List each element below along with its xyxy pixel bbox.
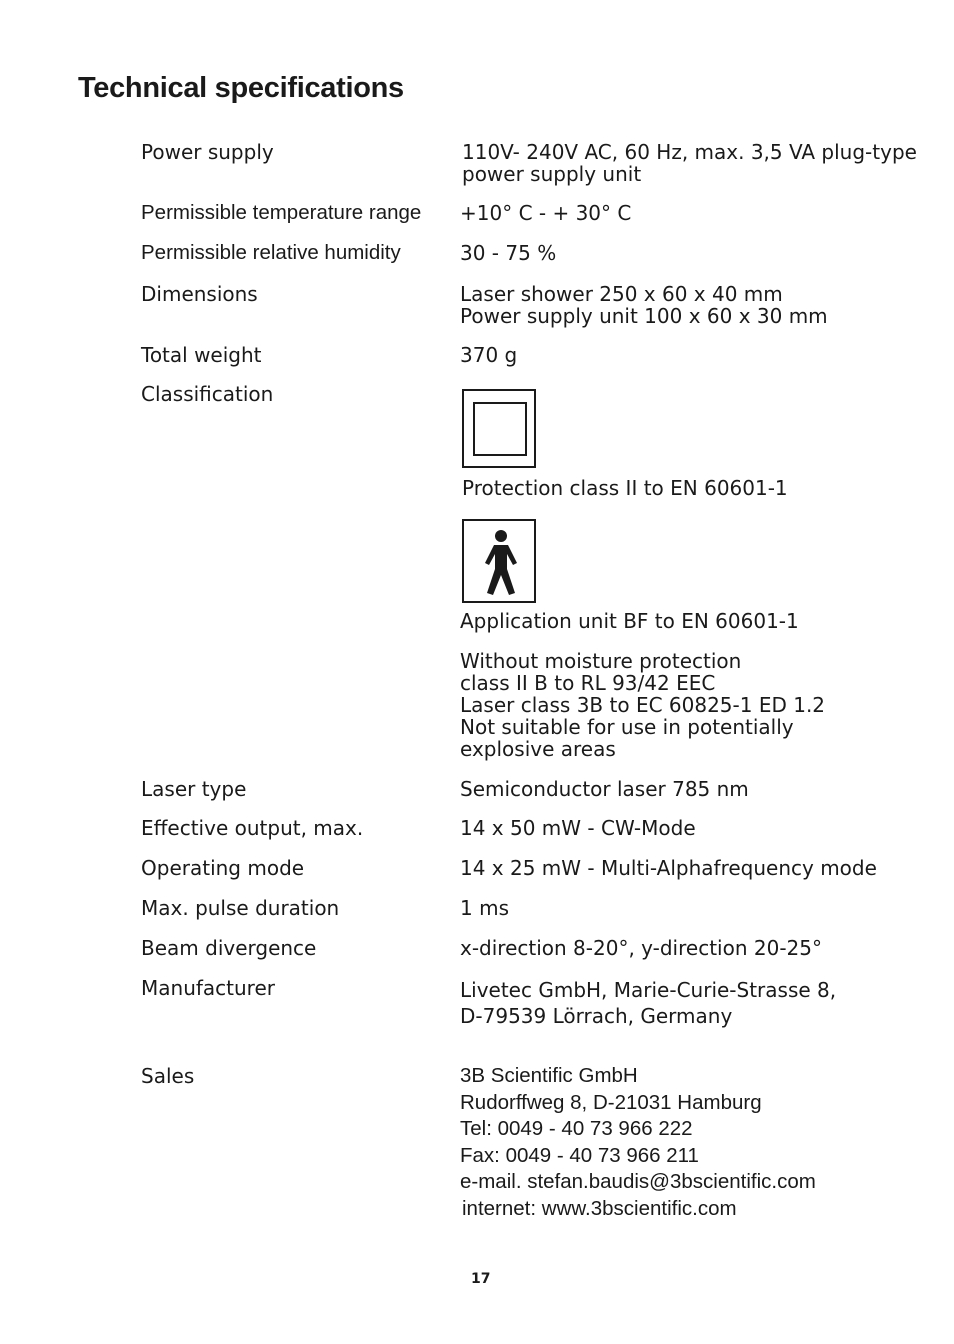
manufacturer-line: D-79539 Lörrach, Germany bbox=[460, 1004, 733, 1028]
classification-note: explosive areas bbox=[460, 737, 616, 761]
pulse-duration-label: Max. pulse duration bbox=[141, 896, 340, 920]
classification-note: Laser class 3B to EC 60825-1 ED 1.2 bbox=[460, 693, 826, 717]
sales-email: e-mail. stefan.baudis@3bscientific.com bbox=[460, 1170, 816, 1194]
dimensions-label: Dimensions bbox=[141, 282, 258, 306]
page-title: Technical specifications bbox=[78, 72, 404, 104]
dimensions-value bbox=[460, 283, 828, 327]
beam-divergence-value: x-direction 8-20°, y-direction 20-25° bbox=[460, 936, 822, 960]
temperature-label: Permissible temperature range bbox=[141, 201, 422, 224]
application-unit-text: Application unit BF to EN 60601-1 bbox=[460, 609, 799, 633]
protection-class-inner-square bbox=[473, 402, 527, 456]
protection-class-ii-icon bbox=[462, 389, 536, 468]
laser-type-label: Laser type bbox=[141, 777, 247, 801]
power-supply-label: Power supply bbox=[141, 140, 274, 164]
classification-note: Without moisture protection bbox=[460, 649, 742, 673]
protection-class-text: Protection class II to EN 60601-1 bbox=[462, 476, 788, 500]
sales-fax: Fax: 0049 - 40 73 966 211 bbox=[460, 1143, 699, 1167]
effective-output-value: 14 x 50 mW - CW-Mode bbox=[460, 816, 696, 840]
power-supply-line: power supply unit bbox=[462, 162, 642, 186]
classification-note: Not suitable for use in potentially bbox=[460, 715, 794, 739]
classification-notes bbox=[460, 650, 825, 760]
dimensions-line: Laser shower 250 x 60 x 40 mm bbox=[460, 282, 783, 306]
sales-address: Rudorffweg 8, D-21031 Hamburg bbox=[460, 1090, 762, 1114]
laser-type-value: Semiconductor laser 785 nm bbox=[460, 777, 749, 801]
page-number: 17 bbox=[471, 1271, 491, 1287]
classification-note: class II B to RL 93/42 EEC bbox=[460, 671, 716, 695]
manufacturer-line: Livetec GmbH, Marie-Curie-Strasse 8, bbox=[460, 978, 837, 1002]
classification-label: Classification bbox=[141, 382, 274, 406]
beam-divergence-label: Beam divergence bbox=[141, 936, 317, 960]
humidity-value: 30 - 75 % bbox=[460, 241, 557, 265]
manufacturer-value bbox=[460, 977, 836, 1029]
dimensions-line: Power supply unit 100 x 60 x 30 mm bbox=[460, 304, 828, 328]
power-supply-value bbox=[462, 141, 917, 185]
sales-value bbox=[460, 1063, 816, 1223]
weight-label: Total weight bbox=[141, 343, 262, 367]
weight-value: 370 g bbox=[460, 343, 518, 367]
humidity-label: Permissible relative humidity bbox=[141, 241, 401, 264]
effective-output-label: Effective output, max. bbox=[141, 816, 364, 840]
power-supply-line: 110V- 240V AC, 60 Hz, max. 3,5 VA plug-type bbox=[462, 140, 917, 164]
type-bf-person-icon bbox=[462, 519, 536, 603]
sales-label: Sales bbox=[141, 1064, 195, 1088]
sales-company: 3B Scientific GmbH bbox=[460, 1064, 638, 1087]
sales-internet: internet: www.3bscientific.com bbox=[462, 1196, 737, 1220]
pulse-duration-value: 1 ms bbox=[460, 896, 509, 920]
operating-mode-value: 14 x 25 mW - Multi-Alphafrequency mode bbox=[460, 856, 877, 880]
person-icon bbox=[482, 529, 520, 597]
manufacturer-label: Manufacturer bbox=[141, 976, 275, 1000]
temperature-value: +10° C - + 30° C bbox=[460, 201, 632, 225]
operating-mode-label: Operating mode bbox=[141, 856, 305, 880]
sales-tel: Tel: 0049 - 40 73 966 222 bbox=[460, 1117, 693, 1141]
